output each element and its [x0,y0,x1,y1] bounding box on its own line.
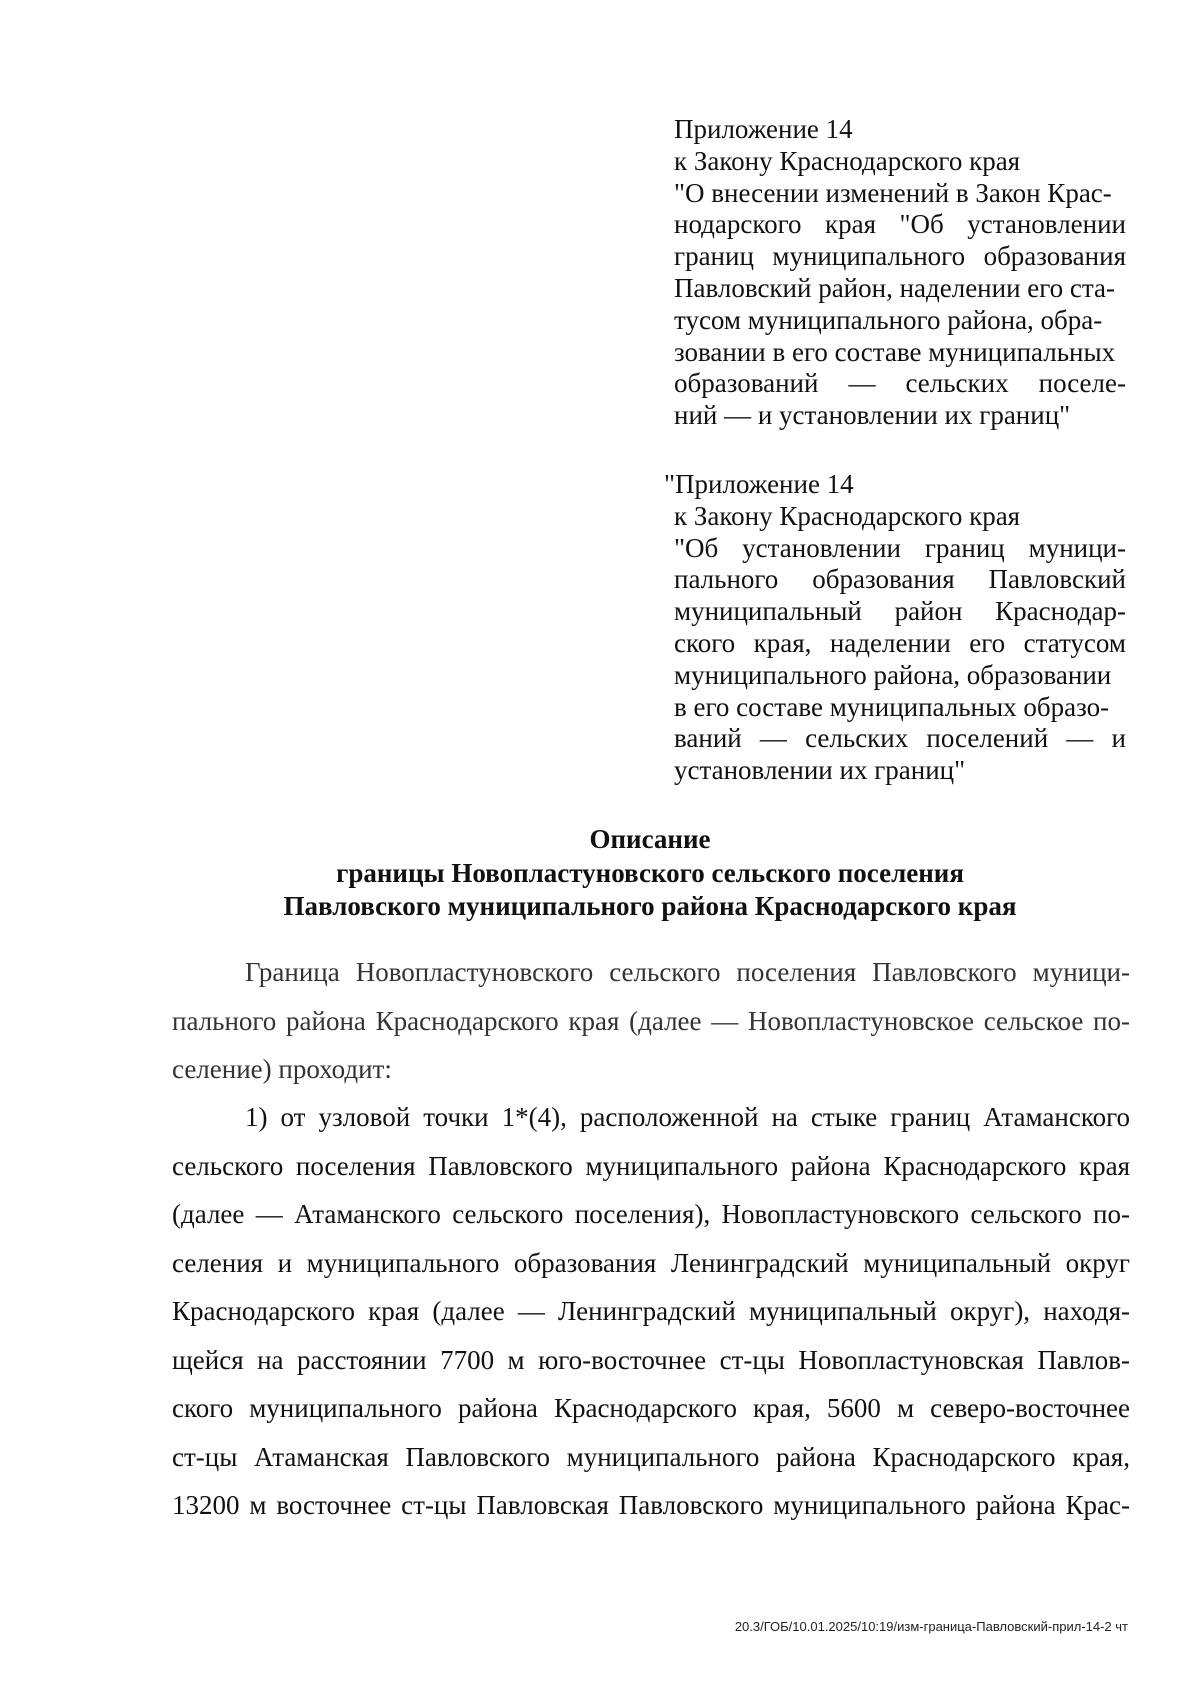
annex-line: "О внесении изменений в Закон Крас- [674,177,1112,208]
annex-line: Павловский район, наделении его ста- [674,272,1116,303]
annex-line: образований — сельских поселе- [674,368,1126,399]
annex-line: ний — и установлении их границ" [674,400,1071,431]
paragraph-line: сельского поселения Павловского муниципального района Краснодарского края [172,1150,1130,1181]
paragraph-line: щейся на расстоянии 7700 м юго-восточнее ст-цы Новопластуновская Павлов- [172,1344,1130,1375]
annex-line: пального образования Павловский [674,564,1126,595]
paragraph-line: Граница Новопластуновского сельского поселения Павловского муници- [245,957,1130,987]
annex-header-new [664,469,1126,787]
title-line: границы Новопластуновского сельского поселения [336,857,964,888]
paragraph-line: Краснодарского края (далее — Ленинградский муниципальный округ), находя- [172,1296,1130,1326]
annex-line: нодарского края "Об установлении [674,209,1126,240]
annex-line: зовании в его составе муниципальных [674,336,1116,367]
paragraph-line: (далее — Атаманского сельского поселения), Новопластуновского сельского по- [172,1199,1130,1229]
document-title [170,823,1130,924]
title-line: Павловского муниципального района Краснодарского края [283,891,1017,921]
paragraph-line: пального района Краснодарского края (далее — Новопластуновское сельское по- [172,1005,1130,1036]
annex-header-current [674,114,1126,432]
annex-line: "Приложение 14 [664,469,854,499]
paragraph-boundary-point-1 [172,1093,1130,1530]
paragraph-intro [172,948,1130,1094]
paragraph-line: 1) от узловой точки 1*(4), расположенной на стыке границ Атаманского [245,1102,1130,1132]
annex-line: ваний — сельских поселений — и [674,723,1126,754]
paragraph-line: ского муниципального района Краснодарского края, 5600 м северо-восточнее [172,1393,1130,1423]
annex-line: "Об установлении границ муници- [674,532,1126,563]
annex-line: муниципальный район Краснодар- [674,596,1126,627]
footer-document-code: 20.3/ГОБ/10.01.2025/10:19/изм-граница-Павловский-прил-14-2 чт [734,1619,1128,1634]
paragraph-line: ст-цы Атаманская Павловского муниципального района Краснодарского края, [172,1441,1130,1472]
annex-line: к Закону Краснодарского края [674,500,1021,531]
paragraph-line: селения и муниципального образования Ленинградский муниципальный округ [172,1247,1130,1278]
annex-line: Приложение 14 [674,114,853,144]
annex-line: муниципального района, образовании [674,659,1112,690]
title-line: Описание [589,824,711,854]
annex-line: к Закону Краснодарского края [674,145,1021,176]
paragraph-line: селение) проходит: [172,1054,392,1084]
paragraph-line: 13200 м восточнее ст-цы Павловская Павловского муниципального района Крас- [172,1490,1130,1520]
annex-line: границ муниципального образования [674,241,1126,272]
annex-line: тусом муниципального района, обра- [674,304,1103,335]
annex-line: в его составе муниципальных образо- [674,691,1110,722]
annex-line: установлении их границ" [674,755,966,786]
annex-line: ского края, наделении его статусом [674,627,1126,658]
